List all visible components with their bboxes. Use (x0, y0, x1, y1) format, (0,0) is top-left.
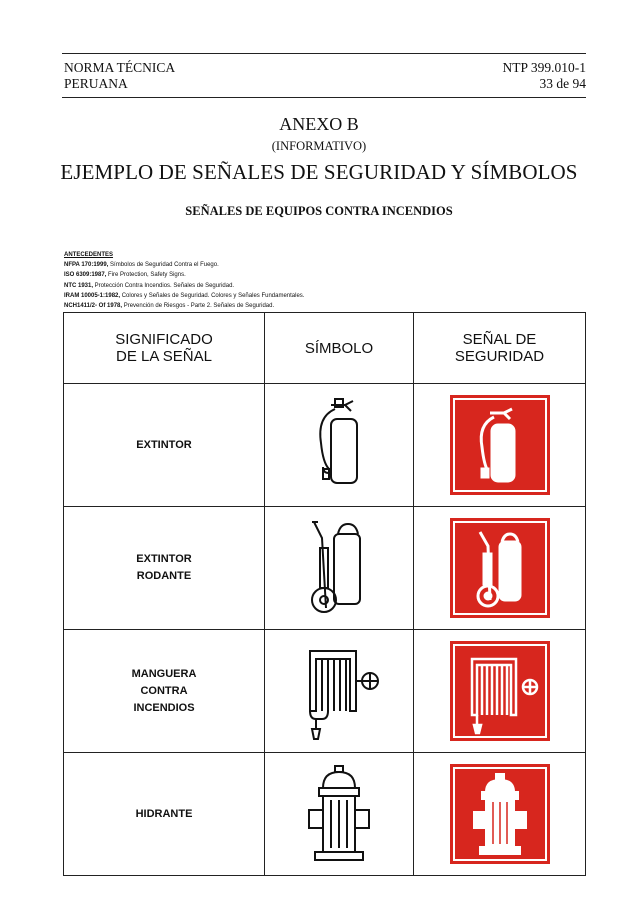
standard-country: PERUANA (64, 76, 128, 91)
section-title: SEÑALES DE EQUIPOS CONTRA INCENDIOS (185, 204, 453, 218)
hydrant-sign-icon (450, 764, 550, 864)
meaning-cell: MANGUERA CONTRA INCENDIOS (64, 630, 265, 753)
standard-type: NORMA TÉCNICA (64, 60, 176, 75)
reference-item: NFPA 170:1999, Símbolos de Seguridad Contra el Fuego. (64, 262, 219, 269)
reference-item: NTC 1931, Protección Contra Incendios. Señales de Seguridad. (64, 282, 235, 289)
page-number: 33 de 94 (539, 76, 586, 91)
table-row (64, 384, 586, 507)
header-top-rule (62, 53, 586, 54)
symbol-cell (265, 384, 414, 507)
page-title: EJEMPLO DE SEÑALES DE SEGURIDAD Y SÍMBOLOS (60, 160, 578, 184)
symbol-column-header: SÍMBOLO (265, 313, 414, 384)
hydrant-icon (299, 764, 379, 864)
header-bottom-rule (62, 97, 586, 98)
fire-extinguisher-sign-icon (450, 395, 550, 495)
fire-hose-icon (294, 641, 384, 741)
header-right (503, 60, 587, 92)
reference-item: ISO 6309:1987, Fire Protection, Safety Signs. (64, 272, 186, 279)
symbol-cell (265, 753, 414, 876)
table-row (64, 753, 586, 876)
meaning-column-header: SIGNIFICADO DE LA SEÑAL (64, 313, 265, 384)
reference-item: IRAM 10005-1:1982, Colores y Señales de Seguridad. Colores y Señales Fundamentales. (64, 292, 305, 299)
fire-hose-sign-icon (450, 641, 550, 741)
symbol-cell (265, 630, 414, 753)
sign-cell (414, 630, 586, 753)
symbol-cell (265, 507, 414, 630)
annex-subtitle: (INFORMATIVO) (271, 139, 367, 153)
reference-item: NCH1411/2- Of 1978, Prevención de Riesgos - Parte 2. Señales de Seguridad. (64, 303, 275, 310)
sign-column-header: SEÑAL DE SEGURIDAD (414, 313, 586, 384)
wheeled-extinguisher-icon (304, 518, 374, 618)
meaning-cell: EXTINTOR RODANTE (64, 507, 265, 630)
antecedentes-heading: ANTECEDENTES (64, 252, 114, 258)
sign-cell (414, 507, 586, 630)
standard-code: NTP 399.010-1 (502, 60, 586, 75)
meaning-cell: EXTINTOR (64, 384, 265, 507)
table-header-row (64, 313, 586, 384)
wheeled-extinguisher-sign-icon (450, 518, 550, 618)
table-row (64, 630, 586, 753)
meaning-cell: HIDRANTE (64, 753, 265, 876)
table-row (64, 507, 586, 630)
signs-table (63, 312, 586, 876)
fire-extinguisher-icon (309, 395, 369, 495)
antecedentes-block (64, 250, 304, 311)
sign-cell (414, 384, 586, 507)
annex-title: ANEXO B (279, 114, 359, 134)
sign-cell (414, 753, 586, 876)
header-left (64, 60, 175, 92)
